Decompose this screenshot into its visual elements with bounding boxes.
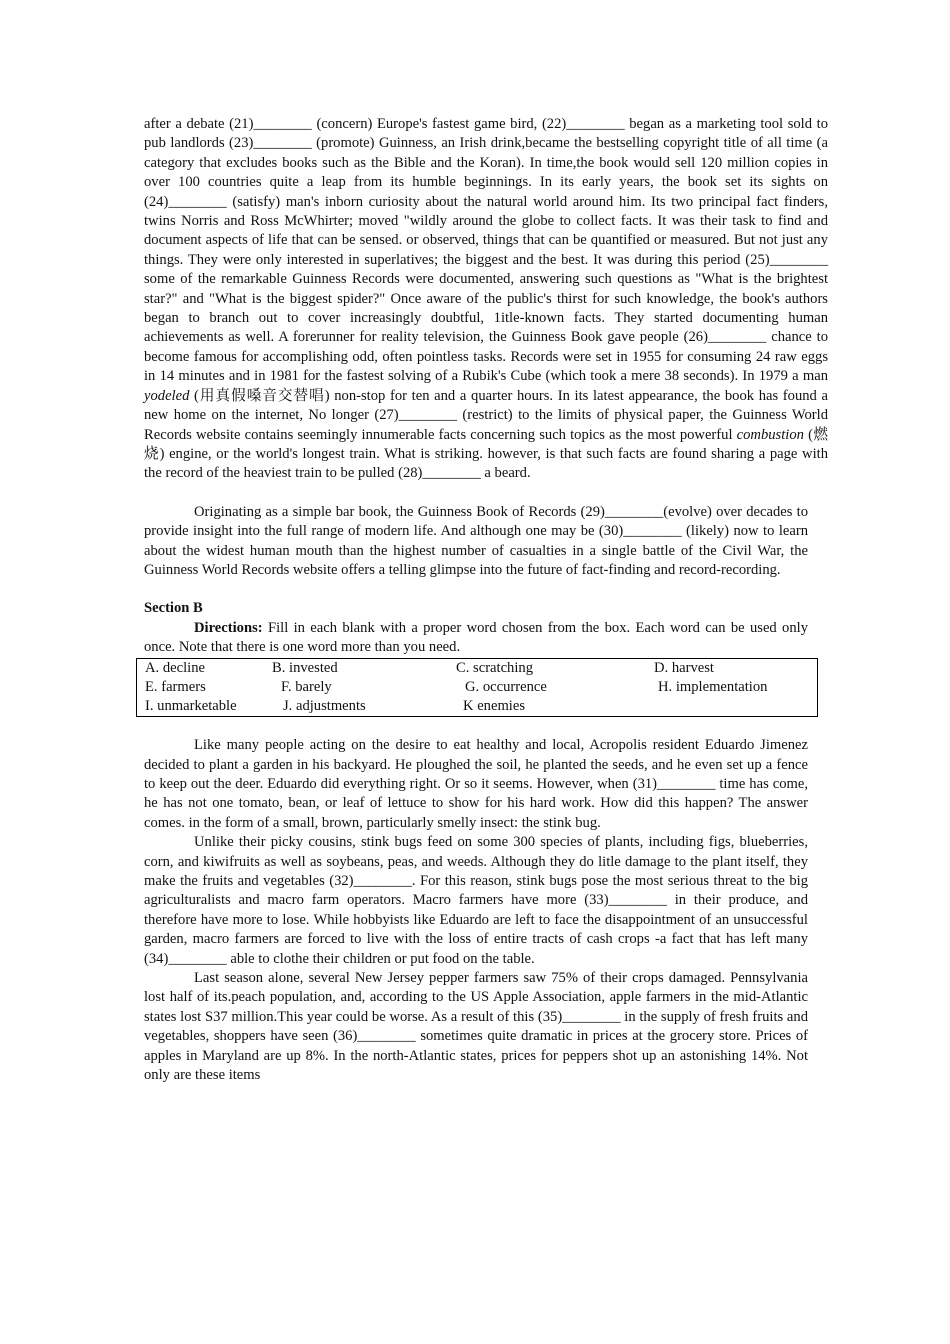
document-page	[144, 115, 828, 1085]
passage-a-paragraph-2: Originating as a simple bar book, the Guinness Book of Records (29)________(evolve) over decades to provide insight into the full range of modern life. And although one may be (30)________ (likely) now to learn about the widest human mouth than the highest number of casualties in a single battle of the Civil War, the Guinness World Records website offers a telling glimpse into the future of fact-finding and record-recording.	[144, 503, 808, 578]
text-run: after a debate (21)________ (concern) Europe's fastest game bird, (22)________ began as a marketing tool sold to pub landlords (23)________ (promote) Guinness, an Irish drink,became the bestselling copyright title of all time (a category that excludes books such as the Bible and the Koran). In time,the book would sell 120 million copies in over 100 countries quite a leap from its humble beginnings. In its early years, the book set its sights on (24)________ (satisfy) man's inborn curiosity about the natural world around him. Its two principal fact finders, twins Norris and Ross McWhirter; moved "wildly around the globe to collect facts. It was their task to find and document aspects of life that can be sensed. or observed, things that can be quantified or measured. But not just any things. They were only interested in superlatives; the biggest and the best. It was during this period (25)________ some of the remarkable Guinness Records were documented, answering such questions as "What is the brightest star?" and "What is the biggest spider?" Once aware of the public's thirst for such knowledge, the book's authors began to branch out to cover increasingly doubtful, 1itle-known facts. They started documenting human achievements as well. A forerunner for reality television, the Guinness Book gave people (26)________ chance to become famous for accomplishing odd, often pointless tasks. Records were set in 1955 for consuming 24 raw eggs in 14 minutes and in 1981 for the fastest solving of a Rubik's Cube (which took a mere 38 seconds). In 1979 a man	[144, 116, 828, 385]
word-option: G. occurrence	[465, 678, 547, 695]
directions-text: Fill in each blank with a proper word chosen from the box. Each word can be used only once. Note that there is one word more than you need.	[144, 619, 808, 656]
word-box-row	[137, 697, 817, 716]
word-box-row	[137, 659, 817, 678]
word-option: J. adjustments	[283, 697, 366, 714]
word-option: I. unmarketable	[145, 697, 237, 714]
paragraph-gap	[144, 717, 808, 736]
section-b-heading: Section B	[144, 600, 203, 617]
word-option: D. harvest	[654, 659, 714, 676]
word-option: A. decline	[145, 659, 205, 676]
italic-term-yodeled: yodeled	[144, 387, 190, 404]
section-b-directions	[144, 619, 808, 658]
passage-a-paragraph-1	[144, 115, 828, 484]
word-option: H. implementation	[658, 678, 768, 695]
word-box	[136, 658, 818, 718]
passage-b-paragraph-2: Unlike their picky cousins, stink bugs feed on some 300 species of plants, including figs, blueberries, corn, and kiwifruits as well as soybeans, peas, and weeds. Although they do litle damage to the plant itself, they make the fruits and vegetables (32)________. For this reason, stink bugs pose the most serious threat to the big agriculturalists and macro farm operators. Macro farmers have more (33)________ in their produce, and therefore have more to lose. While hobbyists like Eduardo are left to face the disappointment of an unsuccessful garden, macro farmers are forced to live with the loss of entire tracts of cash crops -a fact that has left many (34)________ able to clothe their children or put food on the table.	[144, 834, 808, 967]
directions-label: Directions:	[194, 619, 263, 636]
paragraph-gap	[144, 484, 808, 503]
passage-b-paragraph-1: Like many people acting on the desire to eat healthy and local, Acropolis resident Eduardo Jimenez decided to plant a garden in his backyard. He ploughed the soil, he planted the seeds, and he even set up a fence to keep out the deer. Eduardo did everything right. Or so it seems. However, when (31)________ time has come, he has not one tomato, bean, or leaf of lettuce to show for his hard work. How did this happen? The answer comes. in the form of a small, brown, particularly smelly insect: the stink bug.	[144, 737, 808, 831]
word-option: K enemies	[463, 697, 526, 714]
word-option: F. barely	[281, 678, 332, 695]
word-option: C. scratching	[456, 659, 534, 676]
word-option: B. invested	[272, 659, 338, 676]
italic-term-combustion: combustion	[736, 426, 804, 443]
word-box-row	[137, 678, 817, 697]
word-option: E. farmers	[145, 678, 206, 695]
paragraph-gap	[144, 580, 808, 599]
text-run: (燃烧) engine, or the world's longest train. What is striking. however, is that such facts are found sharing a page with the record of the heaviest train to be pulled (28)________ a beard.	[144, 426, 828, 482]
passage-b-paragraph-3: Last season alone, several New Jersey pepper farmers saw 75% of their crops damaged. Pennsylvania lost half of its.peach population, and, according to the US Apple Association, apple farmers in the mid-Atlantic states lost S37 million.This year could be worse. As a result of this (35)________ in the supply of fresh fruits and vegetables, shoppers have seen (36)________ sometimes quite dramatic in prices at the grocery store. Prices of apples in Maryland are up 8%. In the north-Atlantic states, prices for peppers shot up an astonishing 14%. Not only are these items	[144, 970, 808, 1084]
text-run: (用真假嗓音交替唱) non-stop for ten and a quarter hours. In its latest appearance, the book has found a new home on the internet, No longer (27)________ (restrict) to the limits of physical paper, the Guinness World Records website contains seemingly innumerable facts concerning such topics as the most powerful	[144, 387, 828, 443]
